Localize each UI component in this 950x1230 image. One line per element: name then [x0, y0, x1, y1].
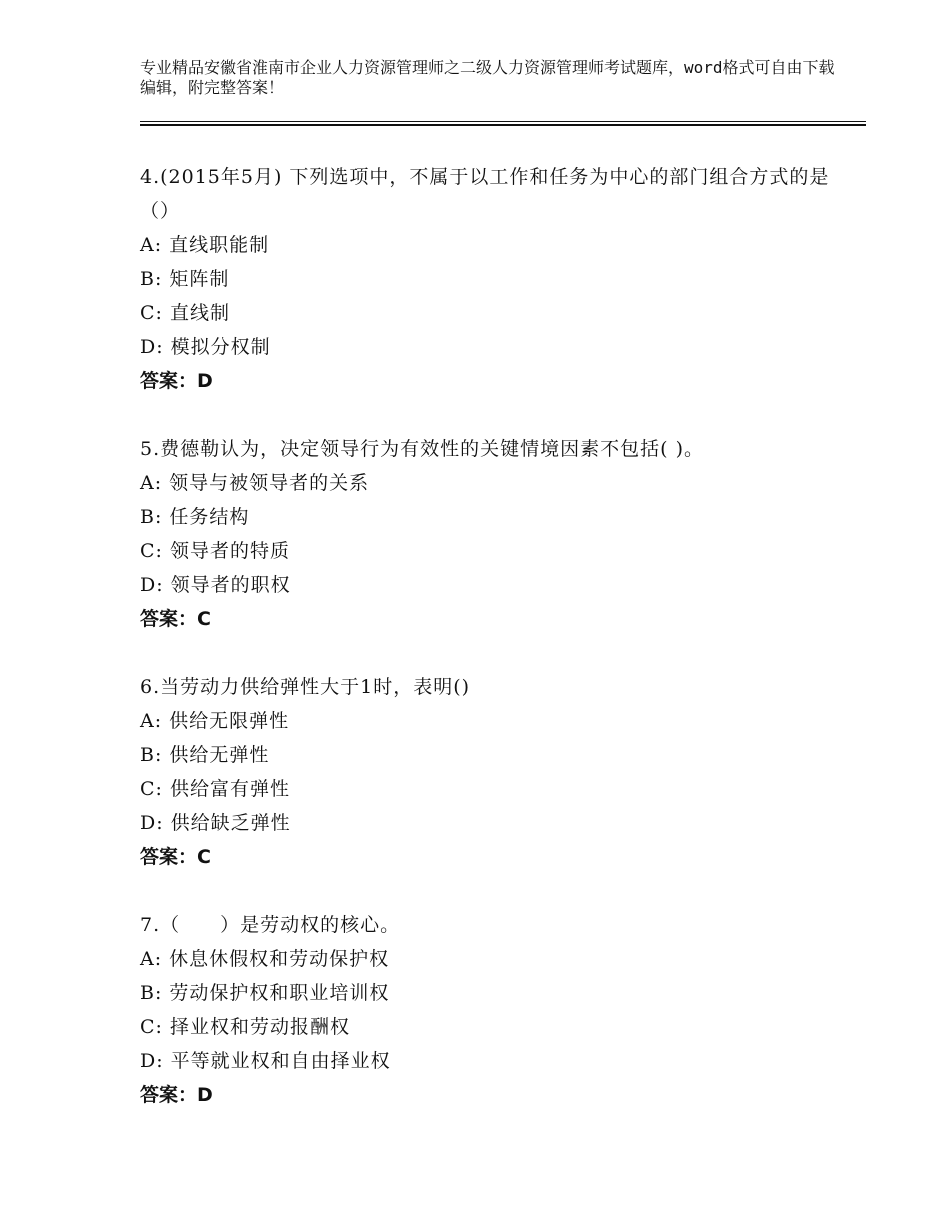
- option-d: D: 平等就业权和自由择业权: [140, 1050, 391, 1072]
- question-stem: 7.（ ）是劳动权的核心。: [140, 914, 401, 936]
- option-d: D: 模拟分权制: [140, 336, 271, 358]
- question-stem: 6.当劳动力供给弹性大于1时，表明(): [140, 676, 471, 698]
- question-item: [140, 432, 840, 636]
- answer-label: 答案：D: [140, 1084, 213, 1106]
- option-d: D: 供给缺乏弹性: [140, 812, 291, 834]
- option-a: A: 休息休假权和劳动保护权: [140, 948, 390, 970]
- answer-label: 答案：D: [140, 370, 213, 392]
- header-divider-bottom: [140, 124, 866, 126]
- question-item: [140, 908, 840, 1112]
- option-b: B: 矩阵制: [140, 268, 230, 290]
- question-item: [140, 160, 840, 398]
- option-b: B: 任务结构: [140, 506, 250, 528]
- option-c: C: 领导者的特质: [140, 540, 290, 562]
- answer-label: 答案：C: [140, 608, 211, 630]
- question-item: [140, 670, 840, 874]
- option-a: A: 领导与被领导者的关系: [140, 472, 370, 494]
- option-c: C: 供给富有弹性: [140, 778, 290, 800]
- option-b: B: 劳动保护权和职业培训权: [140, 982, 390, 1004]
- question-list: [140, 160, 840, 1146]
- question-stem: 4.(2015年5月) 下列选项中，不属于以工作和任务为中心的部门组合方式的是（）: [140, 166, 830, 222]
- option-a: A: 直线职能制: [140, 234, 270, 256]
- header-divider-top: [140, 121, 866, 122]
- option-a: A: 供给无限弹性: [140, 710, 290, 732]
- option-d: D: 领导者的职权: [140, 574, 291, 596]
- question-stem: 5.费德勒认为，决定领导行为有效性的关键情境因素不包括( )。: [140, 438, 704, 460]
- option-b: B: 供给无弹性: [140, 744, 270, 766]
- answer-label: 答案：C: [140, 846, 211, 868]
- document-header: 专业精品安徽省淮南市企业人力资源管理师之二级人力资源管理师考试题库，word格式可自由下载编辑，附完整答案！: [140, 58, 835, 97]
- option-c: C: 直线制: [140, 302, 230, 324]
- option-c: C: 择业权和劳动报酬权: [140, 1016, 350, 1038]
